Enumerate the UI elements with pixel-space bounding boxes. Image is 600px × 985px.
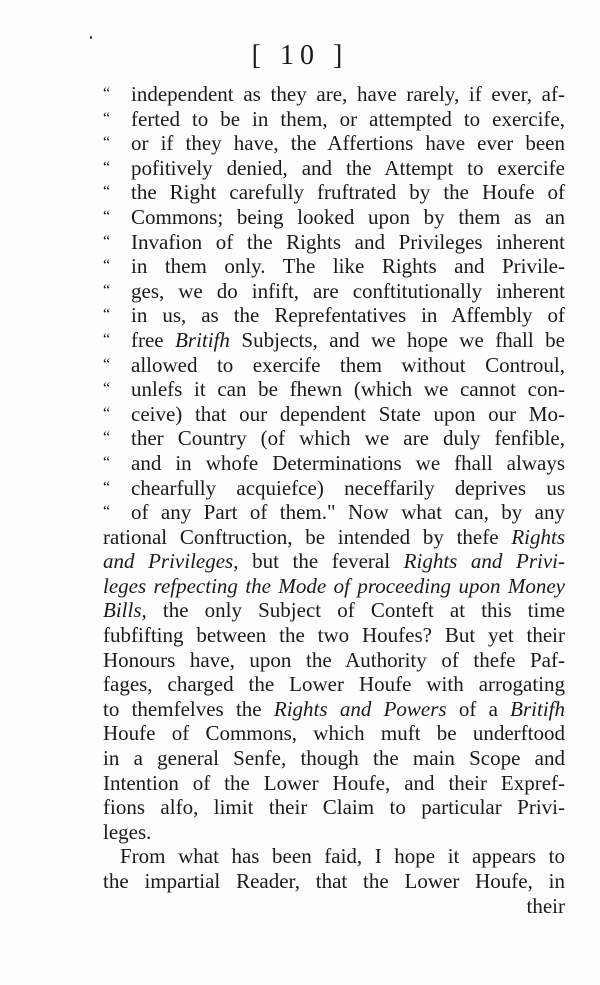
text-line: “ Invafion of the Rights and Privileges inherent (103, 230, 565, 255)
text-line: “ the Right carefully fruftrated by the Houfe of (103, 180, 565, 205)
ink-speck (90, 36, 92, 39)
page-number: [ 10 ] (251, 40, 349, 71)
text-line: “ ges, we do infift, are conftitutionally inherent (103, 279, 565, 304)
text-line: leges refpecting the Mode of proceeding upon Money (103, 573, 565, 598)
text-line: “ ceive) that our dependent State upon our Mo- (103, 402, 565, 427)
text-line: “ of any Part of them." Now what can, by any (103, 500, 565, 525)
text-line: “ independent as they are, have rarely, if ever, af- (103, 82, 565, 107)
text-line: Bills, the only Subject of Conteft at this time (103, 598, 565, 623)
text-line: “ in us, as the Reprefentatives in Affembly of (103, 303, 565, 328)
body-text (103, 82, 565, 918)
text-line: “ free Britifh Subjects, and we hope we fhall be (103, 328, 565, 353)
text-line: Houfe of Commons, which muft be underftood (103, 721, 565, 746)
text-line: leges. (103, 819, 152, 844)
catchword: their (526, 893, 565, 918)
text-line: “ allowed to exercife them without Controul, (103, 353, 565, 378)
text-line: fubfifting between the two Houfes? But yet their (103, 623, 565, 648)
text-line: “ ferted to be in them, or attempted to exercife, (103, 107, 565, 132)
text-line: “ ther Country (of which we are duly fenfible, (103, 426, 565, 451)
text-line: fages, charged the Lower Houfe with arrogating (103, 672, 565, 697)
text-line: “ in them only. The like Rights and Privile- (103, 254, 565, 279)
text-line: “ Commons; being looked upon by them as an (103, 205, 565, 230)
text-line: “ unlefs it can be fhewn (which we cannot con- (103, 377, 565, 402)
text-line: rational Conftruction, be intended by thefe Rights (103, 524, 565, 549)
text-line: to themfelves the Rights and Powers of a Britifh (103, 696, 565, 721)
text-line: Intention of the Lower Houfe, and their Expref- (103, 770, 565, 795)
text-line: “ or if they have, the Affertions have ever been (103, 131, 565, 156)
text-line: “ chearfully acquiefce) neceffarily deprives us (103, 476, 565, 501)
text-line: “ and in whofe Determinations we fhall always (103, 451, 565, 476)
text-line: in a general Senfe, though the main Scope and (103, 746, 565, 771)
text-line: and Privileges, but the feveral Rights and Privi- (103, 549, 566, 574)
text-line: Honours have, upon the Authority of thefe Paf- (103, 647, 565, 672)
text-line: From what has been faid, I hope it appears to (120, 844, 565, 869)
text-line: fions alfo, limit their Claim to particular Privi- (103, 795, 565, 820)
text-line: the impartial Reader, that the Lower Houfe, in (103, 869, 565, 893)
text-line: “ pofitively denied, and the Attempt to exercife (103, 156, 565, 181)
